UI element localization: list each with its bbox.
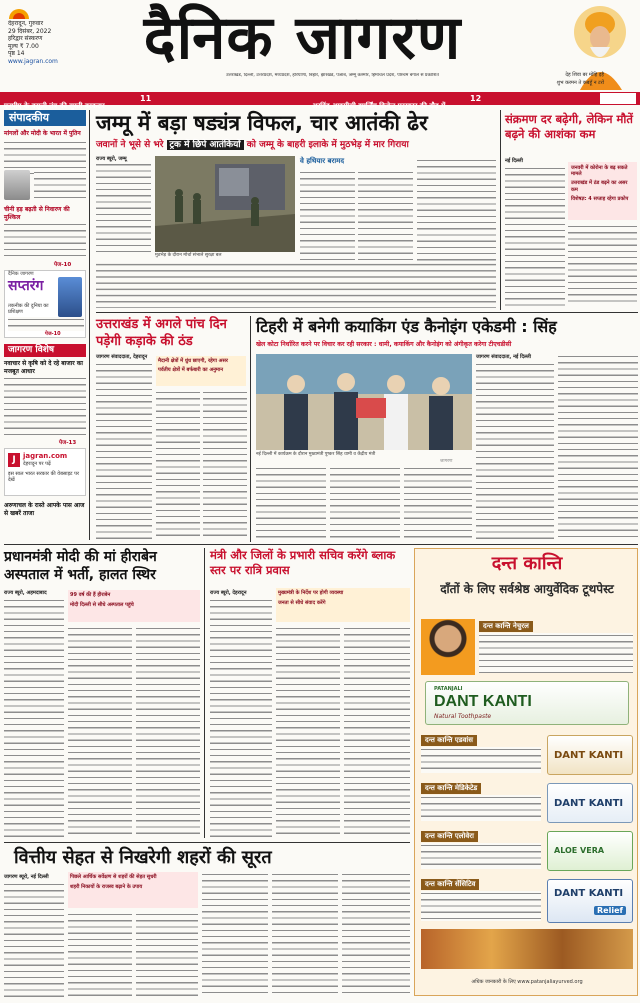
- top-strip-left-text: एनपीए के वसूली तंत्र की सुस्ती बरकरार: [4, 102, 105, 110]
- tehri-subheadline: खेल कोटा निर्धारित करने पर विचार कर रही सरकार : धामी, कयाकिंग और कैनोइंग को अंगीकृत करेगा टीएचडीसी: [256, 341, 512, 348]
- ad-herbs: [421, 929, 633, 969]
- sidebar-box3: विशेषज्ञ: 4 सप्ताह रहेगा प्रकोप: [571, 195, 629, 202]
- cold-headline: उत्तराखंड में अगले पांच दिन पड़ेगी कड़ाके की ठंड: [96, 317, 227, 349]
- ad-pack-advance: [547, 735, 633, 775]
- lead-photo: [155, 156, 295, 252]
- minister-headline: मंत्री और जिलों के प्रभारी सचिव करेंगे ब्लाक स्तर पर रात्रि प्रवास: [210, 548, 396, 577]
- masthead-website[interactable]: www.jagran.com: [8, 57, 58, 65]
- editorial-column: [4, 110, 86, 540]
- ad-product2: दन्त कान्ति एडवांस: [421, 735, 477, 746]
- ad-tagline: दाँतों के लिए सर्वश्रेष्ठ आयुर्वेदिक टूथपेस्ट: [440, 582, 614, 596]
- minister-byline: राज्य ब्यूरो, देहरादून: [210, 590, 247, 596]
- tehri-headline: टिहरी में बनेगी कयाकिंग एंड कैनोइंग एकेडमी : सिंह: [256, 317, 557, 336]
- ad-product4: दन्त कान्ति एलोवेरा: [421, 831, 478, 842]
- ad-brand: दन्त कान्ति: [491, 553, 563, 574]
- mini-ad-box: [600, 93, 636, 104]
- pm-byline: राज्य ब्यूरो, अहमदाबाद: [4, 590, 47, 596]
- editorial-item1-title: मांगलों और मोदी के भारत में पुतिन: [4, 130, 81, 137]
- lead-headline: जम्मू में बड़ा षड्यंत्र विफल, चार आतंकी ढेर: [96, 111, 428, 135]
- lead-subheadline: [96, 138, 496, 152]
- bottom-byline: जागरण ब्यूरो, नई दिल्ली: [4, 874, 49, 880]
- ad-product1: दन्त कान्ति नेचुरल: [479, 621, 533, 632]
- saptrang-image: [58, 277, 82, 317]
- cold-bullets: [156, 356, 246, 386]
- ad-pack-relief: Relief: [594, 906, 626, 915]
- ramdev-photo: [421, 619, 475, 675]
- ad-pack-aloe: [547, 831, 633, 871]
- masthead-date: 29 दिसंबर, 2022: [8, 27, 52, 35]
- jagran-web-place: देहरादून पर पढ़ें: [23, 461, 51, 467]
- saptrang-box[interactable]: [4, 270, 86, 338]
- lead-reporter-box: वे हथियार बरामद: [300, 157, 345, 165]
- bottom-box1: पिछले आर्थिक सर्वेक्षण से शहरों की सेहत सुधरी: [70, 874, 157, 880]
- top-strip-left-link[interactable]: [4, 93, 304, 110]
- cold-bullet2: पर्वतीय क्षेत्रों में बर्फबारी का अनुमान: [158, 366, 223, 373]
- saptrang-brand: दैनिक जागरण: [8, 271, 34, 277]
- bottom-headline: वित्तीय सेहत से निखरेगी शहरों की सूरत: [14, 847, 272, 868]
- ad-pack-aloe-name: ALOE VERA: [554, 846, 605, 855]
- sidebar-box2: उत्तराखंड में ठंड बढ़ने का असर कम: [571, 180, 628, 193]
- vishesh-header: जागरण विशेष: [4, 344, 86, 357]
- pm-box1: 99 वर्ष की हैं हीराबेन: [70, 592, 111, 598]
- top-strip-right-link[interactable]: [312, 93, 612, 110]
- lead-sub-post: को जम्मू के बाहरी इलाके में मुठभेड़ में मार गिराया: [246, 140, 409, 150]
- jagran-logo-icon: J: [8, 453, 20, 467]
- masthead-price: मूल्य ₹ 7.00: [8, 42, 39, 50]
- ad-pack-brand: PATANJALI: [434, 686, 463, 692]
- tehri-photo-caption: नई दिल्ली में कार्यक्रम के दौरान मुख्यमंत्री पुष्कर सिंह धामी व केंद्रीय मंत्री: [256, 452, 376, 457]
- sidebar-box: [568, 162, 637, 220]
- vishesh-title: नवाचार से कृषि को दे रहे बाजार का मजबूत आधार: [4, 360, 83, 375]
- jagran-web-note: अरुणाचल के रास्ते आपके पास आज से खबरें ताजा: [4, 502, 85, 517]
- tehri-byline: जागरण संवाददाता, नई दिल्ली: [476, 354, 531, 360]
- minister-box1: मुख्यमंत्री के निर्देश पर होगी व्यवस्था: [278, 590, 344, 596]
- editorial-page-link[interactable]: पेज-10: [54, 262, 72, 268]
- ad-pack-sensitive-name: DANT KANTI: [554, 888, 624, 899]
- sidebar-headline: संक्रमण दर बढ़ेगी, लेकिन मौतें बढ़ने की आशंका कम: [505, 112, 633, 141]
- pm-headline: प्रधानमंत्री मोदी की मां हीराबेन अस्पताल में भर्ती, हालत स्थिर: [4, 549, 157, 583]
- tehri-photo-credit: जागरण: [440, 459, 453, 464]
- lead-photo-caption: मुठभेड़ के दौरान मोर्चा संभाले सुरक्षा बल: [155, 253, 222, 258]
- lead-sub-pre: जवानों ने भूसे से भरे: [96, 140, 164, 150]
- ad-pack-advance-name: DANT KANTI: [554, 750, 624, 761]
- top-strip-left-page: 11: [140, 94, 152, 103]
- ad-pack-main: [425, 681, 629, 725]
- bottom-box2: शहरी निकायों के राजस्व बढ़ाने के उपाय: [70, 883, 143, 890]
- guru-caption: देह शिवा बर मोहि इहै: [565, 72, 604, 78]
- masthead-states: उत्तराखंड, दिल्ली, उत्तरप्रदेश, मध्यप्रदेश, हरियाणा, बिहार, झारखंड, पंजाब, जम्मू कश्मीर, हिमाचल प्रदेश, पश्चिम बंगाल से प्रकाशित: [226, 73, 439, 78]
- lead-sub-highlight: ट्रक में छिपे आतंकियों: [167, 140, 244, 150]
- lead-byline: राज्य ब्यूरो, जम्मू: [96, 156, 151, 163]
- ad-pack-sub: Natural Toothpaste: [434, 713, 492, 720]
- sidebar-box1: जनवरी में कोरोना के बढ़ सकते मामले: [571, 165, 628, 178]
- jagran-web-domain: jagran.com: [23, 452, 68, 460]
- top-strip-right-text: अरविंद आइसीसी इमर्जिंग क्रिकेट पुरस्कार की दौड़ में: [312, 102, 446, 110]
- sun-logo-icon: [8, 5, 30, 17]
- lead-body-col1: [96, 156, 151, 254]
- top-strip-right-page: 12: [470, 94, 482, 103]
- ad-pack-medicated-name: DANT KANTI: [554, 798, 624, 809]
- minister-box: [276, 588, 410, 622]
- ad-footer: अधिक जानकारी के लिए www.patanjaliayurved.org: [471, 979, 583, 985]
- editorial-header: संपादकीय: [4, 110, 86, 126]
- tehri-photo: [256, 354, 472, 450]
- editorial-item2-title: चीनी हड़ बढ़ती से निवारण की मुश्किल: [4, 206, 70, 221]
- cold-bullet1: मैदानी क्षेत्रों में धुंध छाएगी, रहेगा असर: [158, 358, 228, 364]
- masthead-edition: हरिद्वार संस्करण: [8, 35, 43, 42]
- masthead-city: देहरादून, गुरुवार: [8, 20, 44, 27]
- cold-byline: जागरण संवाददाता, देहरादून: [96, 354, 148, 360]
- ad-product5: दन्त कान्ति सेंसिटिव: [421, 879, 479, 890]
- saptrang-caption: तकनीक की दुनिया का प्रशिक्षण: [8, 303, 49, 315]
- masthead-pages: पृष्ठ 14: [8, 50, 25, 57]
- masthead: [0, 0, 640, 92]
- minister-box2: जनता से सीधे संवाद करेंगे: [278, 599, 326, 606]
- pm-box2: मोदी दिल्ली से सीधे अस्पताल पहुंचे: [70, 601, 134, 608]
- columnist-photo: [4, 170, 30, 200]
- dant-kanti-ad[interactable]: [414, 548, 638, 996]
- bottom-box: [68, 872, 198, 908]
- vishesh-page-link[interactable]: पेज-13: [59, 440, 77, 446]
- ad-pack-sensitive: [547, 879, 633, 923]
- pm-box: [68, 590, 200, 622]
- jagran-web-box[interactable]: [4, 448, 86, 496]
- ad-pack-medicated: [547, 783, 633, 823]
- ad-product3: दन्त कान्ति मेडिकेटेड: [421, 783, 481, 794]
- guru-subcaption: शुभ करमन ते कबहूँ न टरों: [556, 80, 604, 86]
- saptrang-page: पेज-10: [45, 331, 61, 337]
- ad-pack-name: DANT KANTI: [434, 693, 532, 710]
- sidebar-byline: नई दिल्ली: [505, 158, 523, 164]
- masthead-title: दैनिक जागरण: [143, 3, 462, 73]
- saptrang-title: सप्तरंग: [8, 278, 44, 294]
- jagran-web-text: इस साल भारत सरकार की वेबसाइट पर देखें: [8, 471, 80, 483]
